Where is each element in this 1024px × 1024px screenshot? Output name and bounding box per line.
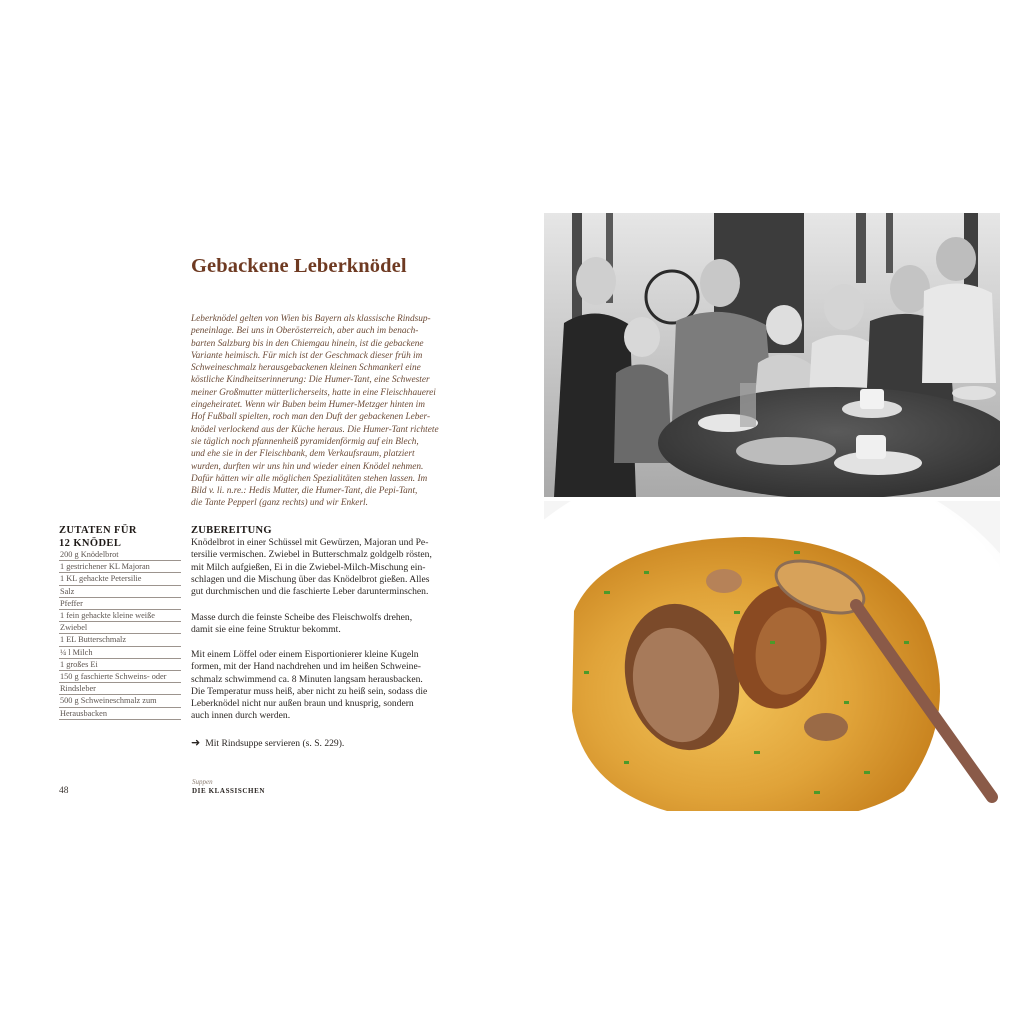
preparation-line: damit sie eine feine Struktur bekommt. [191, 624, 341, 636]
intro-text [191, 313, 453, 510]
family-photo-graphic [544, 213, 1000, 497]
arrow-right-icon: ➜ [191, 736, 201, 749]
preparation-line: Leberknödel nicht nur außen braun und knusprig, sondern [191, 698, 414, 710]
ingredient-item: ¼ l Milch [59, 647, 181, 659]
preparation-line: Knödelbrot in einer Schüssel mit Gewürzen, Majoran und Pe- [191, 537, 429, 548]
preparation-line: Masse durch die feinste Scheibe des Fleischwolfs drehen, [191, 612, 413, 623]
intro-line: eingeheiratet. Wenn wir Buben beim Humer-Metzger hinten im [191, 400, 425, 411]
ingredients-title-line: ZUTATEN FÜR [59, 525, 137, 536]
ingredient-item: Zwiebel [59, 622, 181, 634]
intro-line: Dafür hätten wir alle möglichen Spezialitäten stehen lassen. Im [191, 473, 428, 484]
recipe-title: Gebackene Leberknödel [191, 255, 407, 277]
soup-photo-graphic [544, 501, 1000, 811]
ingredient-item: 150 g faschierte Schweins- oder [59, 671, 181, 683]
ingredient-item: 1 gestrichener KL Majoran [59, 561, 181, 573]
page-number: 48 [59, 786, 69, 796]
intro-line: meiner Großmutter mütterlicherseits, hatte in eine Fleischhauerei [191, 387, 436, 398]
preparation-line: gut durchmischen und die faschierte Leber darunterminschen. [191, 586, 429, 598]
ingredients-list [59, 549, 181, 720]
preparation-paragraph [191, 612, 453, 637]
preparation-line: tersilie vermischen. Zwiebel in Butterschmalz goldgelb rösten, [191, 549, 432, 561]
preparation-line: Die Temperatur muss heiß, aber nicht zu heiß sein, sodass die [191, 685, 428, 697]
ingredient-item: Herausbacken [59, 708, 181, 720]
intro-line: peneinlage. Bei uns in Oberösterreich, aber auch im benach- [191, 326, 419, 337]
intro-line: Variante heimisch. Für mich ist der Geschmack dieser früh im [191, 350, 423, 361]
intro-line: köstliche Kindheitserinnerung: Die Humer-Tant, eine Schwester [191, 375, 430, 386]
intro-line: Schweineschmalz herausgebackenen kleinen Schmankerl eine [191, 363, 421, 374]
ingredient-item: 1 großes Ei [59, 659, 181, 671]
intro-line: sie täglich noch pfannenheiß pyramidenförmig auf ein Blech, [191, 436, 419, 447]
family-photo [544, 213, 1000, 497]
serving-tip [191, 736, 344, 749]
ingredient-item: 200 g Knödelbrot [59, 549, 181, 561]
preparation-line: schlagen und die Mischung über das Knödelbrot gießen. Alles [191, 573, 430, 585]
preparation-title: ZUBEREITUNG [191, 525, 272, 536]
intro-line: Bild v. li. n.re.: Hedis Mutter, die Humer-Tant, die Pepi-Tant, [191, 486, 418, 497]
intro-line: knödel verlockend aus der Küche heraus. Die Humer-Tant richtete [191, 424, 439, 435]
intro-line: Hof Fußball spielten, roch man den Duft der gebackenen Leber- [191, 412, 431, 423]
preparation-paragraph [191, 649, 453, 723]
preparation-line: mit Milch aufgießen, Ei in die Zwiebel-Milch-Mischung ein- [191, 561, 426, 573]
preparation-line: Mit einem Löffel oder einem Eisportionierer kleine Kugeln [191, 649, 419, 660]
ingredients-title-line: 12 KNÖDEL [59, 537, 122, 549]
intro-line: und ehe sie in der Fleischbank, dem Verkaufsraum, platziert [191, 449, 415, 460]
serving-tip-text: Mit Rindsuppe servieren (s. S. 229). [205, 738, 345, 749]
ingredient-item: 1 fein gehackte kleine weiße [59, 610, 181, 622]
ingredient-item: Pfeffer [59, 598, 181, 610]
intro-line: wurden, durften wir uns hin und wieder einen Knödel nehmen. [191, 461, 424, 472]
preparation-paragraph [191, 537, 453, 598]
preparation-line: formen, mit der Hand nachdrehen und im heißen Schweine- [191, 661, 421, 673]
preparation-line: auch innen durch werden. [191, 710, 291, 722]
intro-line: Leberknödel gelten von Wien bis Bayern als klassische Rindsup- [191, 314, 431, 324]
section-label: Suppen [192, 778, 213, 786]
ingredient-item: 1 EL Butterschmalz [59, 634, 181, 646]
chapter-label: DIE KLASSISCHEN [192, 787, 265, 795]
ingredient-item: Rindsleber [59, 683, 181, 695]
preparation-line: schmalz schwimmend ca. 8 Minuten langsam herausbacken. [191, 673, 423, 685]
ingredient-item: 500 g Schweineschmalz zum [59, 695, 181, 707]
ingredients-title [59, 525, 184, 550]
ingredient-item: Salz [59, 586, 181, 598]
soup-photo [544, 501, 1000, 811]
ingredient-item: 1 KL gehackte Petersilie [59, 573, 181, 585]
intro-line: die Tante Pepperl (ganz rechts) und wir Enkerl. [191, 498, 368, 509]
intro-line: barten Salzburg bis in den Chiemgau hinein, ist die gebackene [191, 338, 424, 349]
